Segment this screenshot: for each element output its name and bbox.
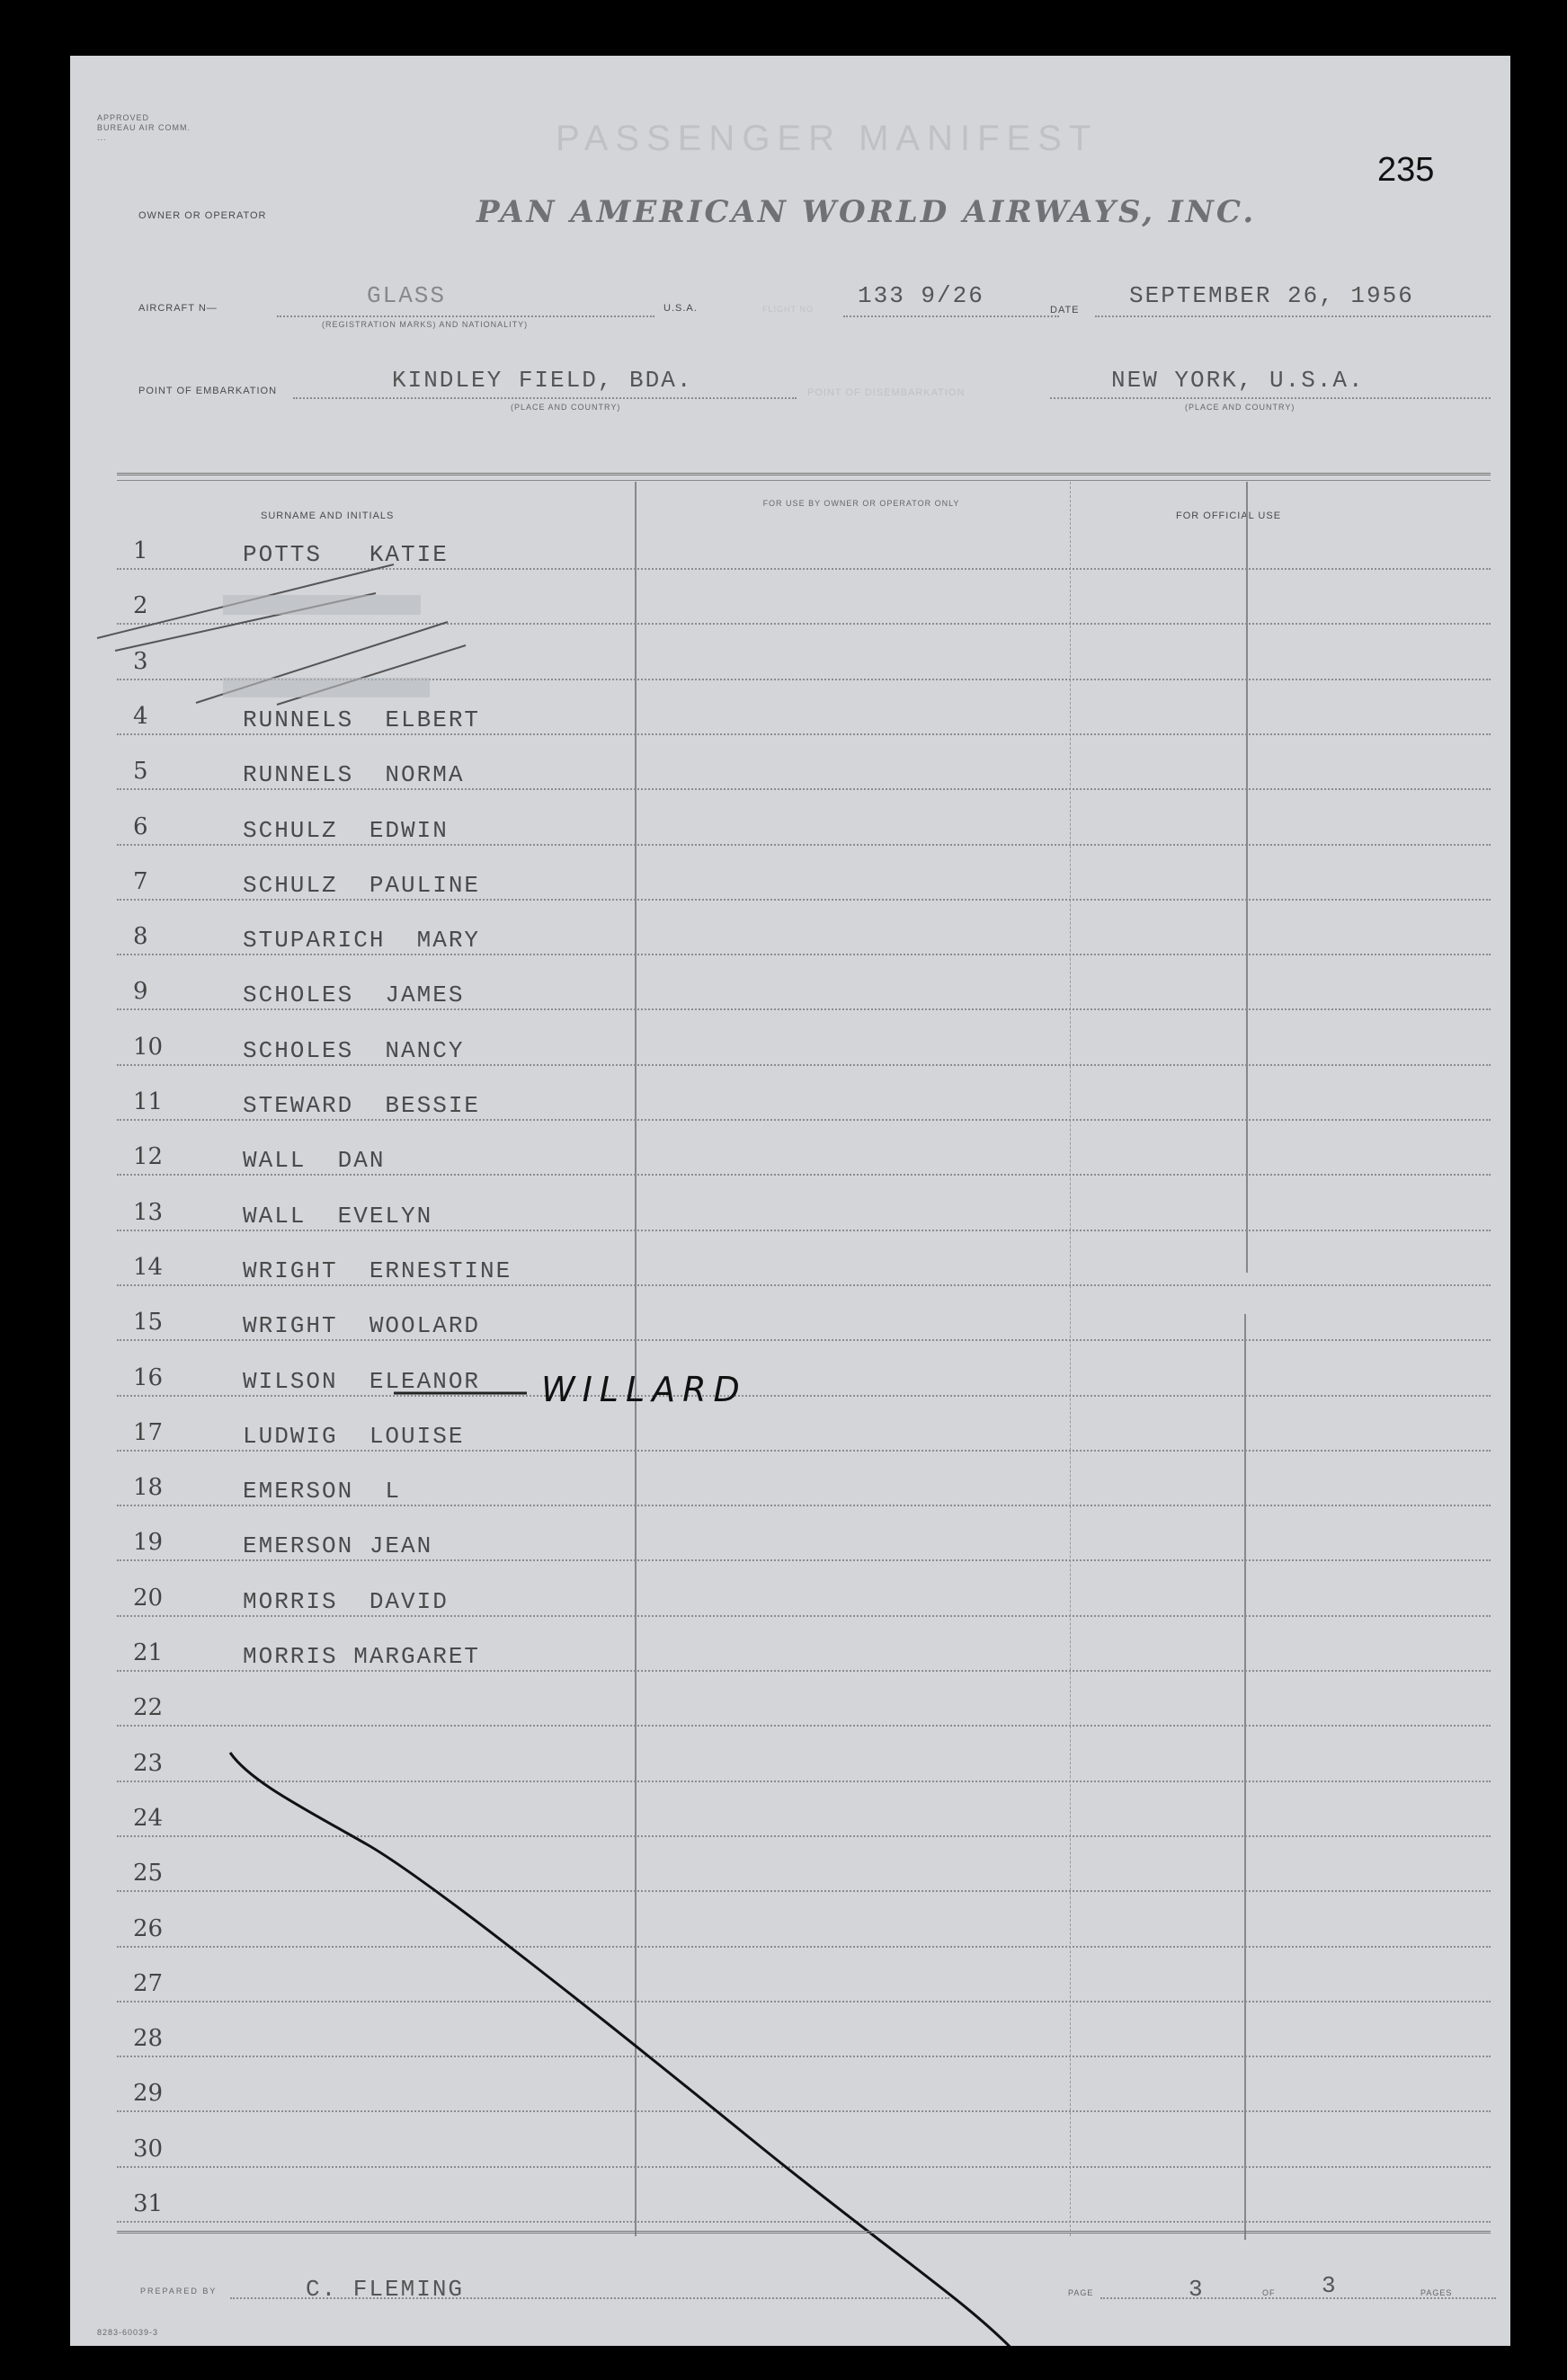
date-label: DATE bbox=[1050, 305, 1080, 315]
col-owner-use-header: FOR USE BY OWNER OR OPERATOR ONLY bbox=[762, 499, 960, 508]
passenger-name: SCHULZ EDWIN bbox=[243, 816, 449, 844]
row-number: 2 bbox=[133, 592, 148, 620]
handwritten-correction: WILLARD bbox=[541, 1370, 747, 1409]
row-number: 4 bbox=[133, 702, 148, 730]
annotation-layer bbox=[70, 56, 1510, 2346]
row-number: 7 bbox=[133, 867, 148, 895]
of-label: OF bbox=[1262, 2288, 1276, 2297]
row-number: 9 bbox=[133, 978, 148, 1006]
prepared-by-value: C. FLEMING bbox=[306, 2276, 465, 2303]
form-title: PASSENGER MANIFEST bbox=[556, 119, 1099, 158]
row-number: 20 bbox=[133, 1584, 164, 1612]
stamp-line-3: ... bbox=[97, 133, 107, 142]
embarkation-caption: (PLACE AND COUNTRY) bbox=[511, 403, 621, 412]
embarkation-value: KINDLEY FIELD, BDA. bbox=[392, 367, 693, 394]
page-underline bbox=[1100, 2297, 1496, 2299]
row-number: 31 bbox=[133, 2190, 164, 2217]
disembarkation-value: NEW YORK, U.S.A. bbox=[1111, 367, 1365, 394]
passenger-name: WALL EVELYN bbox=[243, 1202, 433, 1230]
row-number: 1 bbox=[133, 537, 148, 564]
row-number: 3 bbox=[133, 647, 148, 675]
row-number: 28 bbox=[133, 2025, 164, 2053]
row-number: 30 bbox=[133, 2135, 164, 2162]
manifest-sheet bbox=[70, 56, 1510, 2346]
passenger-name: WILSON ELEANOR bbox=[243, 1367, 481, 1395]
row-number: 11 bbox=[133, 1088, 164, 1115]
row-number: 26 bbox=[133, 1914, 164, 1942]
row-number: 13 bbox=[133, 1198, 164, 1226]
passenger-name: LUDWIG LOUISE bbox=[243, 1422, 465, 1450]
row-number: 18 bbox=[133, 1474, 164, 1502]
passenger-name: RUNNELS NORMA bbox=[243, 761, 465, 789]
pages-label: PAGES bbox=[1420, 2288, 1453, 2297]
row-number: 5 bbox=[133, 758, 148, 786]
passenger-name: WRIGHT WOOLARD bbox=[243, 1312, 481, 1340]
cancel-diagonal-line bbox=[230, 1753, 1019, 2346]
row-number: 17 bbox=[133, 1418, 164, 1446]
passenger-name: STUPARICH MARY bbox=[243, 927, 481, 955]
row-number: 16 bbox=[133, 1363, 164, 1391]
usa-label: U.S.A. bbox=[663, 303, 698, 314]
aircraft-value: GLASS bbox=[367, 282, 447, 309]
passenger-name: SCHOLES NANCY bbox=[243, 1036, 465, 1064]
page-value: 3 bbox=[1189, 2276, 1205, 2303]
row-number: 8 bbox=[133, 923, 148, 951]
row-number: 22 bbox=[133, 1694, 164, 1722]
flight-no-value: 133 9/26 bbox=[858, 282, 984, 309]
stamp-line-1: APPROVED bbox=[97, 113, 150, 122]
obscured-entry-row3 bbox=[223, 678, 430, 697]
row-number: 25 bbox=[133, 1860, 164, 1887]
passenger-name: EMERSON L bbox=[243, 1478, 402, 1505]
passenger-name: MORRIS DAVID bbox=[243, 1587, 449, 1615]
passenger-name: STEWARD BESSIE bbox=[243, 1092, 481, 1119]
row-number: 23 bbox=[133, 1749, 164, 1777]
owner-value: PAN AMERICAN WORLD AIRWAYS, INC. bbox=[476, 194, 1257, 230]
row-number: 6 bbox=[133, 813, 148, 840]
owner-label: OWNER OR OPERATOR bbox=[138, 210, 267, 221]
flight-no-label: FLIGHT NO bbox=[762, 305, 814, 314]
prepared-by-label: PREPARED BY bbox=[140, 2287, 218, 2296]
page-number-stamp: 235 bbox=[1377, 151, 1435, 189]
passenger-name: SCHULZ PAULINE bbox=[243, 871, 481, 899]
row-number: 19 bbox=[133, 1529, 164, 1557]
table-bottom-rule bbox=[117, 2231, 1491, 2233]
row-number: 21 bbox=[133, 1639, 164, 1666]
disembarkation-label: POINT OF DISEMBARKATION bbox=[807, 387, 966, 398]
passenger-name: POTTS KATIE bbox=[243, 541, 449, 568]
row-number: 29 bbox=[133, 2080, 164, 2108]
row-number: 10 bbox=[133, 1033, 164, 1061]
form-code: 8283-60039-3 bbox=[97, 2328, 159, 2337]
page-label: PAGE bbox=[1068, 2288, 1094, 2297]
aircraft-label: AIRCRAFT N— bbox=[138, 303, 218, 314]
embarkation-label: POINT OF EMBARKATION bbox=[138, 386, 278, 396]
disembarkation-caption: (PLACE AND COUNTRY) bbox=[1185, 403, 1295, 412]
passenger-name: SCHOLES JAMES bbox=[243, 981, 465, 1009]
of-value: 3 bbox=[1322, 2272, 1338, 2299]
col-surname-header: SURNAME AND INITIALS bbox=[261, 511, 395, 521]
row-number: 27 bbox=[133, 1969, 164, 1997]
row-number: 14 bbox=[133, 1253, 164, 1281]
row-number: 15 bbox=[133, 1309, 164, 1337]
registration-caption: (REGISTRATION MARKS) AND NATIONALITY) bbox=[322, 320, 529, 329]
obscured-entry-row2 bbox=[223, 595, 421, 615]
row-number: 24 bbox=[133, 1804, 164, 1832]
passenger-name: WALL DAN bbox=[243, 1147, 386, 1175]
passenger-name: EMERSON JEAN bbox=[243, 1532, 433, 1560]
row-number: 12 bbox=[133, 1143, 164, 1171]
passenger-name: RUNNELS ELBERT bbox=[243, 706, 481, 733]
passenger-name: MORRIS MARGARET bbox=[243, 1643, 481, 1670]
passenger-name: WRIGHT ERNESTINE bbox=[243, 1257, 512, 1284]
col-official-header: FOR OFFICIAL USE bbox=[1176, 511, 1282, 521]
stamp-line-2: BUREAU AIR COMM. bbox=[97, 123, 191, 132]
date-value: SEPTEMBER 26, 1956 bbox=[1129, 282, 1414, 309]
